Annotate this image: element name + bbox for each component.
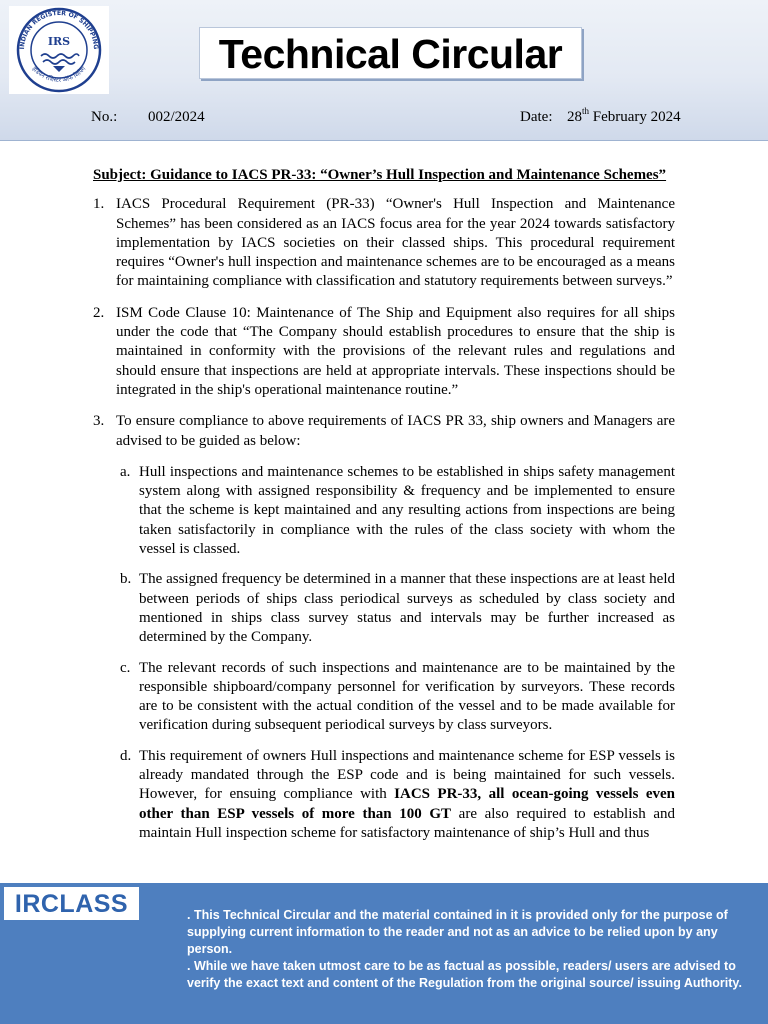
circular-number: 002/2024 [148,109,205,125]
title-box [199,27,582,79]
paragraph-3 [93,412,675,451]
item-letter: a. [120,463,131,480]
item-text-part: This requirement of owners Hull inspections and maintenance scheme for ESP vessels is already mandated through the ESP code and is being maintained for such vessels. However, for ensuing compliance with [139,747,675,803]
item-letter: c. [120,659,131,676]
item-b [93,570,675,647]
date-day: 28 [567,109,582,125]
paragraph-number: 2. [93,304,105,321]
item-text [139,748,675,841]
page-header [0,0,768,141]
paragraph-text: ISM Code Clause 10: Maintenance of The Ship and Equipment also requires for all ships under the code that “The Company should establish procedures to ensure that the ship is maintained in conformity with the provisions of the relevant rules and regulations and should ensure that inspections are held at appropriate intervals. These inspections should be integrated in the ship's operational maintenance routine.” [116,304,675,398]
item-a [93,463,675,559]
page-title: Technical Circular [218,31,563,77]
disclaimer-line: . While we have taken utmost care to be as factual as possible, readers/ users are advised to verify the exact text and content of the Regulation from the original source/ issuing Authority. [187,959,742,990]
paragraph-number: 3. [93,413,105,430]
item-c [93,659,675,736]
paragraph-1 [93,195,675,291]
svg-text:INDIAN REGISTER OF SHIPPING: INDIAN REGISTER OF SHIPPING [18,9,100,50]
date-suffix: th [582,106,590,116]
date-label: Date: [520,109,553,125]
paragraph-text: IACS Procedural Requirement (PR-33) “Owner's Hull Inspection and Maintenance Schemes” has been considered as an IACS focus area for the year 2024 towards satisfactory implementation by IACS societies on their classed ships. This procedural requirement requires “Owner's hull inspection and maintenance schemes are to be encouraged as a means for maintaining compliance with classification and statutory requirements between surveys.” [116,196,675,290]
date-month-year: February 2024 [592,109,681,125]
item-text: The assigned frequency be determined in a manner that these inspections are at least held between periods of ships class periodical surveys as scheduled by class society and mentioned in ships class survey status and intervals may be further increased as determined by the Company. [139,571,675,646]
item-text-part: are also required to establish and maintain Hull inspection scheme for satisfactory maintenance of ship’s Hull and thus [139,805,675,841]
circular-number-label: No.: [91,109,118,125]
item-text: Hull inspections and maintenance schemes to be established in ships safety management system along with assigned responsibility & frequency and be implemented to ensure that the scheme is kept maintained and any resulting actions from inspections are being taken satisfactorily in compliance with the rules of the class society with whom the vessel is classed. [139,463,675,558]
paragraph-number: 1. [93,196,105,213]
item-text: The relevant records of such inspections and maintenance are to be maintained by the responsible shipboard/company personnel for verification by surveyors. These records are to be consistent with the actual condition of the vessel and to be made available for verification during subsequent periodical surveys by class surveyors. [139,659,675,734]
svg-text:इंडियन रजिस्टर ऑफ शिपिंग: इंडियन रजिस्टर ऑफ शिपिंग [30,65,88,84]
disclaimer-line: . This Technical Circular and the material contained in it is provided only for the purpose of supplying current information to the reader and not as an advice to be relied upon by any person. [187,908,728,956]
paragraph-text: To ensure compliance to above requirements of IACS PR 33, ship owners and Managers are advised to be guided as below: [116,413,675,449]
circular-body [93,166,675,854]
footer-banner [0,883,768,1024]
item-text-emphasis: IACS PR-33, all ocean-going vessels even other than ESP vessels of more than 100 GT [139,786,675,822]
paragraph-2 [93,304,675,400]
item-letter: d. [120,747,132,764]
item-d [93,747,675,843]
irs-logo [9,6,109,94]
subject-line: Subject: Guidance to IACS PR-33: “Owner’s Hull Inspection and Maintenance Schemes” [93,167,667,183]
irclass-logo: IRCLASS [4,887,139,920]
disclaimer [187,907,757,992]
item-letter: b. [120,571,132,588]
circular-date [567,106,681,126]
svg-text:IRS: IRS [47,35,71,48]
